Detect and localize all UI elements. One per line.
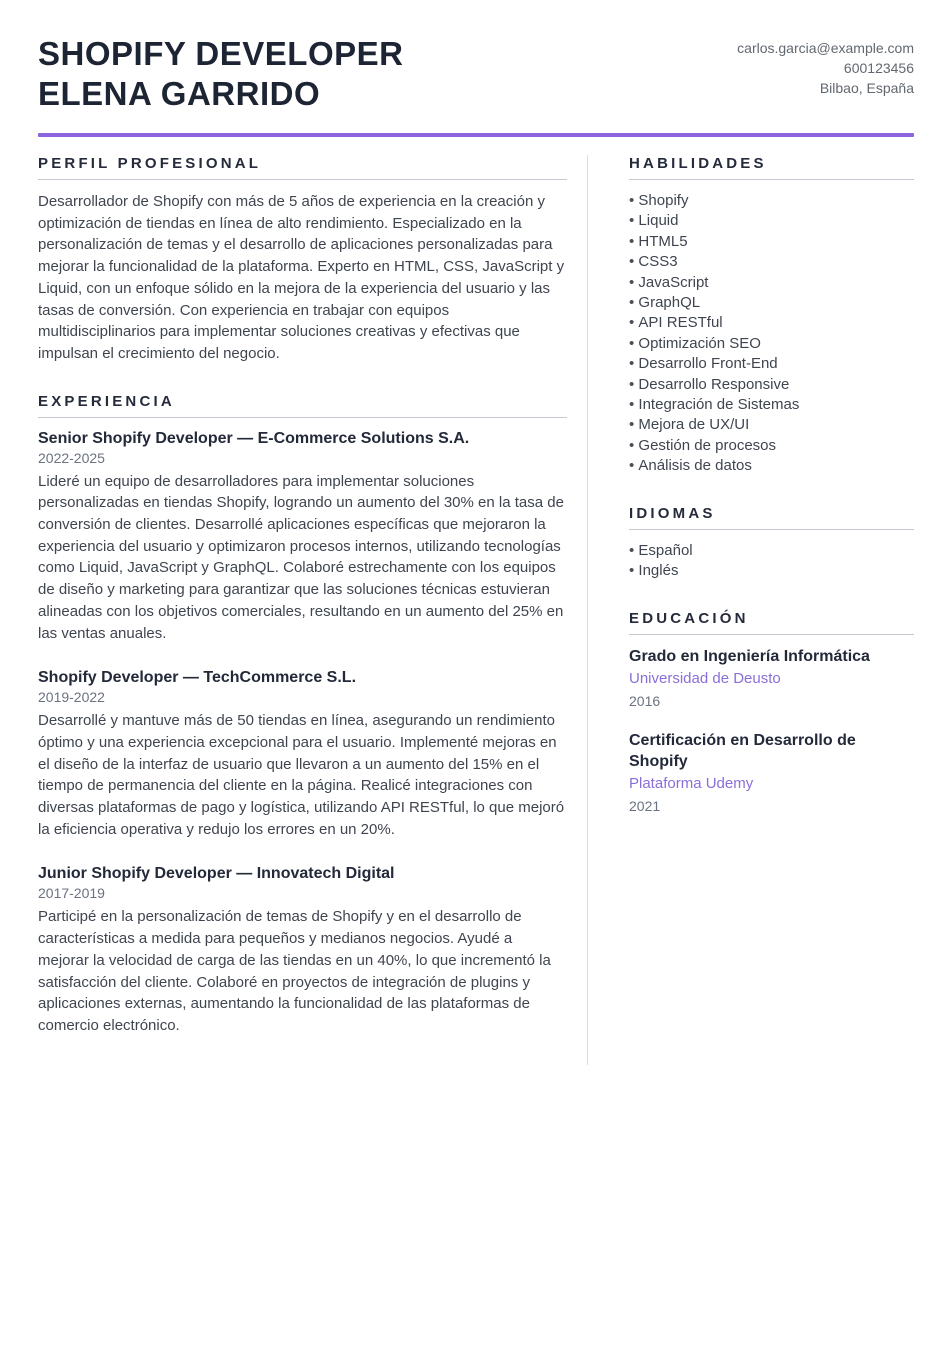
education-degree: Certificación en Desarrollo de Shopify (629, 731, 856, 770)
left-column (38, 155, 567, 1065)
contact-phone: 600123456 (843, 60, 914, 76)
profile-text: Desarrollador de Shopify con más de 5 años de experiencia en la creación y optimización de tiendas en línea de alto rendimiento. Especializado en la personalización de temas y el desarrollo de aplicaciones personalizadas para mejorar la funcionalidad de la plataforma. Experto en HTML, CSS, JavaScript y Liquid, con un enfoque sólido en la mejora de la experiencia del usuario y las tasas de conversión. Con experiencia en trabajar con equipos multidisciplinarios para implementar soluciones creativas y efectivas que impulsan el crecimiento del negocio. (38, 193, 565, 362)
education-degree: Grado en Ingeniería Informática (629, 647, 870, 665)
job-dates: 2017-2019 (38, 885, 105, 902)
job-description: Lideré un equipo de desarrolladores para implementar soluciones personalizadas en tiendas Shopify, logrando un aumento del 30% en la tasa de conversión de clientes. Desarrollé aplicaciones específicas que mejoraron la experiencia del usuario y optimizaron procesos internos, utilizando tecnologías como Liquid, JavaScript y GraphQL. Colaboré estrechamente con los equipos de diseño y marketing para garantizar que las soluciones técnicas estuvieran alineadas con los objetivos comerciales, resultando en un aumento del 25% en las ventas anuales. (38, 472, 564, 642)
job-title: Junior Shopify Developer — Innovatech Digital (38, 865, 395, 883)
section-profile (38, 155, 567, 365)
job-dates: 2022-2025 (38, 449, 105, 466)
skill-item: • HTML5 (629, 232, 914, 252)
education-institution-link[interactable]: Universidad de Deusto (629, 669, 781, 687)
education-institution-link[interactable]: Plataforma Udemy (629, 774, 754, 792)
job-title: Senior Shopify Developer — E-Commerce Solutions S.A. (38, 429, 470, 447)
header (38, 34, 914, 114)
languages-heading: IDIOMAS (629, 505, 914, 530)
section-experience (38, 393, 567, 1037)
experience-heading: EXPERIENCIA (38, 393, 567, 418)
column-divider (587, 155, 588, 1065)
skill-item: • CSS3 (629, 252, 914, 272)
section-education (629, 610, 914, 815)
section-languages (629, 505, 914, 582)
right-column (629, 155, 914, 1065)
education-year: 2021 (629, 797, 661, 814)
languages-list (629, 541, 914, 582)
skill-item: • Desarrollo Responsive (629, 375, 914, 395)
page-title (38, 34, 403, 114)
skill-item: • Shopify (629, 191, 914, 211)
job-description: Desarrollé y mantuve más de 50 tiendas en línea, asegurando un rendimiento óptimo y una experiencia excepcional para el usuario. Implementé mejoras en el diseño de la interfaz de usuario que llevaron a un aumento del 15% en el tiempo de permanencia del cliente en la página. Realicé integraciones con diversas plataformas de pago y logística, utilizando API RESTful, lo que mejoró la eficiencia operativa y redujo los errores en un 20%. (38, 712, 565, 838)
education-entry (629, 730, 914, 815)
job-description: Participé en la personalización de temas de Shopify y en el desarrollo de características a medida para pequeños y medianos negocios. Ayudé a mejorar la velocidad de carga de las tiendas en un 40%, lo que incrementó la satisfacción del cliente. Colaboré en proyectos de integración de plugins y aplicaciones externas, aumentando la funcionalidad de las plataformas de comercio electrónico. (38, 908, 551, 1034)
skill-item: • JavaScript (629, 273, 914, 293)
skill-item: • Integración de Sistemas (629, 395, 914, 415)
skill-item: • Liquid (629, 211, 914, 231)
title-name: ELENA GARRIDO (38, 75, 321, 112)
language-item: • Español (629, 541, 914, 561)
job-title: Shopify Developer — TechCommerce S.L. (38, 669, 357, 687)
title-role: SHOPIFY DEVELOPER (38, 35, 404, 72)
profile-heading: PERFIL PROFESIONAL (38, 155, 567, 180)
contact-location: Bilbao, España (819, 80, 914, 96)
skill-item: • Análisis de datos (629, 456, 914, 476)
job-entry (38, 429, 567, 645)
skills-list (629, 191, 914, 477)
section-skills (629, 155, 914, 477)
skill-item: • Optimización SEO (629, 334, 914, 354)
contact-email: carlos.garcia@example.com (737, 40, 914, 56)
skill-item: • GraphQL (629, 293, 914, 313)
skill-item: • Desarrollo Front-End (629, 354, 914, 374)
education-year: 2016 (629, 692, 661, 709)
skills-heading: HABILIDADES (629, 155, 914, 180)
job-dates: 2019-2022 (38, 689, 105, 706)
skill-item: • Mejora de UX/UI (629, 415, 914, 435)
content-columns (38, 155, 914, 1065)
accent-divider (38, 133, 914, 137)
language-item: • Inglés (629, 561, 914, 581)
job-entry (38, 668, 567, 840)
contact-info (737, 38, 914, 98)
skill-item: • API RESTful (629, 313, 914, 333)
job-entry (38, 864, 567, 1036)
education-entry (629, 646, 914, 710)
education-heading: EDUCACIÓN (629, 610, 914, 635)
skill-item: • Gestión de procesos (629, 436, 914, 456)
